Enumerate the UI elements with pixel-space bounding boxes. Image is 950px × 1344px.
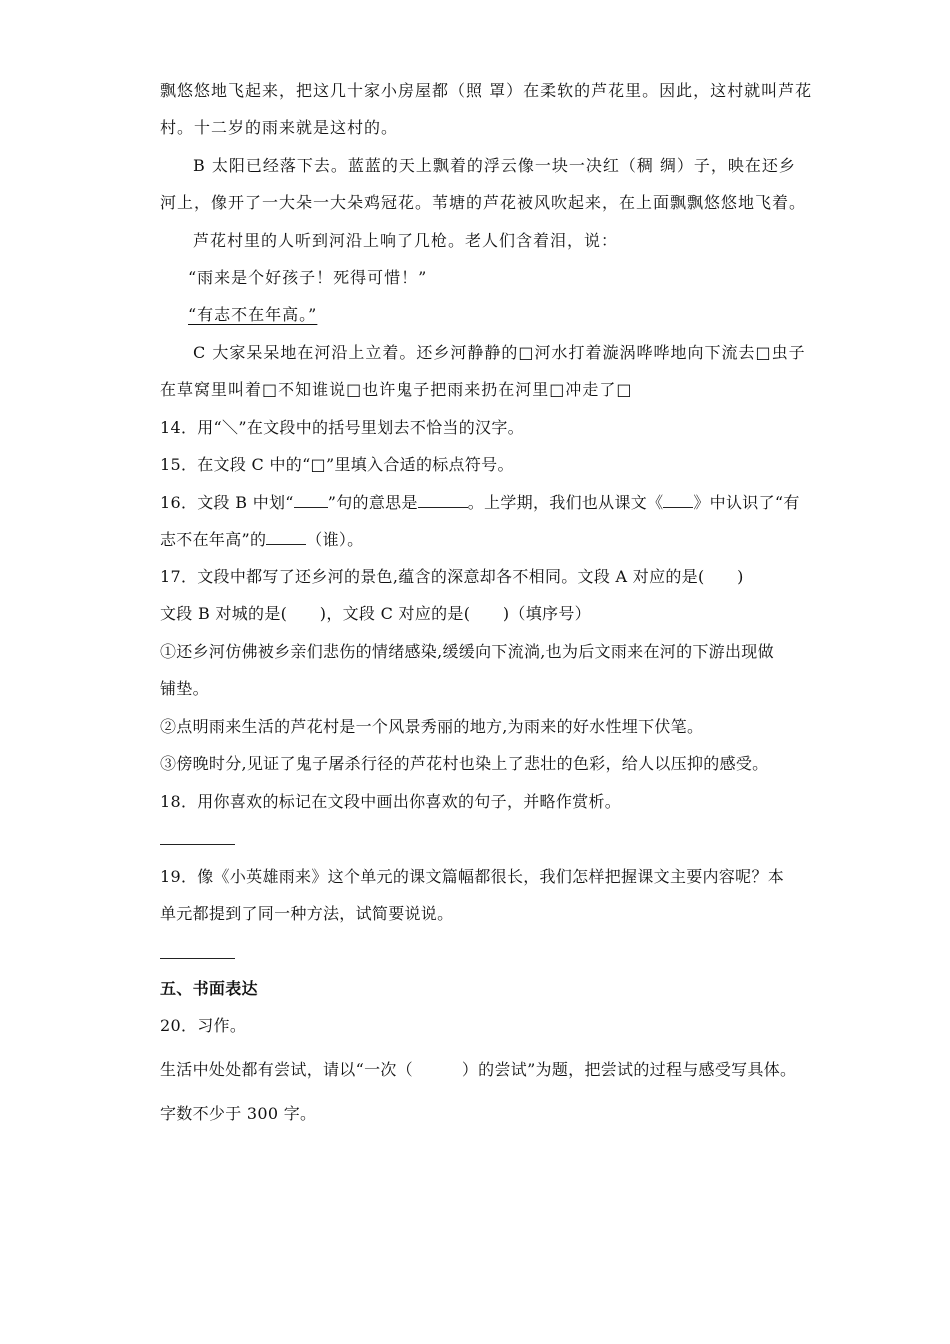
question-16-line-2 (160, 530, 363, 550)
passage-c-line-1: C 大家呆呆地在河沿上立着。还乡河静静的□河水打着漩涡哗哗地向下流去□虫子 (193, 343, 806, 362)
passage-b-quote-2-underlined: “有志不在年高。” (188, 305, 318, 324)
q16-line2-text-a: 志不在年高”的 (160, 530, 267, 549)
answer-line-18[interactable] (160, 844, 235, 845)
section-5-heading: 五、书面表达 (160, 979, 258, 998)
q16-underline-mark (294, 493, 328, 508)
passage-c-line-2: 在草窝里叫着□不知谁说□也许鬼子把雨来扔在河里□冲走了□ (160, 380, 633, 399)
q16-blank-lesson[interactable] (663, 493, 693, 508)
passage-b-line-1: B 太阳已经落下去。蓝蓝的天上飘着的浮云像一块一决红（稠 绸）子，映在还乡 (193, 156, 796, 175)
question-20: 20．习作。 (160, 1016, 247, 1035)
q16-line2-text-b: （谁）。 (306, 530, 364, 549)
q16-text-d: 》中认识了“有 (693, 493, 800, 512)
essay-prompt-line-1: 生活中处处都有尝试，请以“一次（ ）的尝试”为题，把尝试的过程与感受写具体。 (160, 1060, 797, 1079)
question-17-option-1-line-2: 铺垫。 (160, 679, 209, 698)
passage-b-line-3: 芦花村里的人听到河沿上响了几枪。老人们含着泪，说： (193, 231, 619, 250)
question-19-line-2: 单元都提到了同一种方法，试简要说说。 (160, 904, 454, 923)
q16-blank-meaning[interactable] (418, 493, 468, 508)
answer-line-19[interactable] (160, 958, 235, 959)
question-15: 15．在文段 C 中的“□”里填入合适的标点符号。 (160, 455, 514, 474)
passage-a-line-1: 飘悠悠地飞起来，把这几十家小房屋都（照 罩）在柔软的芦花里。因此，这村就叫芦花 (160, 81, 813, 100)
question-16-line-1 (160, 493, 800, 513)
question-17-line-2: 文段 B 对城的是( )，文段 C 对应的是( )（填序号） (160, 604, 591, 623)
question-19-line-1: 19．像《小英雄雨来》这个单元的课文篇幅都很长，我们怎样把握课文主要内容呢？本 (160, 867, 785, 886)
question-17-option-2: ②点明雨来生活的芦花村是一个风景秀丽的地方,为雨来的好水性埋下伏笔。 (160, 717, 704, 736)
essay-prompt-line-2: 字数不少于 300 字。 (160, 1104, 317, 1123)
passage-b-line-2: 河上，像开了一大朵一大朵鸡冠花。苇塘的芦花被风吹起来，在上面飘飘悠悠地飞着。 (160, 193, 807, 212)
passage-b-quote-1: “雨来是个好孩子！死得可惜！” (188, 268, 428, 287)
q16-text-b: ”句的意思是 (327, 493, 418, 512)
question-17-option-1-line-1: ①还乡河仿佛被乡亲们悲伤的情绪感染,缓缓向下流淌,也为后文雨来在河的下游出现做 (160, 642, 774, 661)
q16-blank-who[interactable] (266, 530, 306, 545)
q16-text-a: 16．文段 B 中划“ (160, 493, 294, 512)
question-14: 14．用“＼”在文段中的括号里划去不恰当的汉字。 (160, 418, 524, 437)
q16-text-c: 。上学期，我们也从课文《 (467, 493, 664, 512)
question-17-option-3: ③傍晚时分,见证了鬼子屠杀行径的芦花村也染上了悲壮的色彩，给人以压抑的感受。 (160, 754, 769, 773)
question-17-line-1: 17．文段中都写了还乡河的景色,蕴含的深意却各不相同。文段 A 对应的是( ) (160, 567, 744, 586)
passage-a-line-2: 村。十二岁的雨来就是这村的。 (160, 118, 399, 137)
question-18: 18．用你喜欢的标记在文段中画出你喜欢的句子，并略作赏析。 (160, 792, 622, 811)
